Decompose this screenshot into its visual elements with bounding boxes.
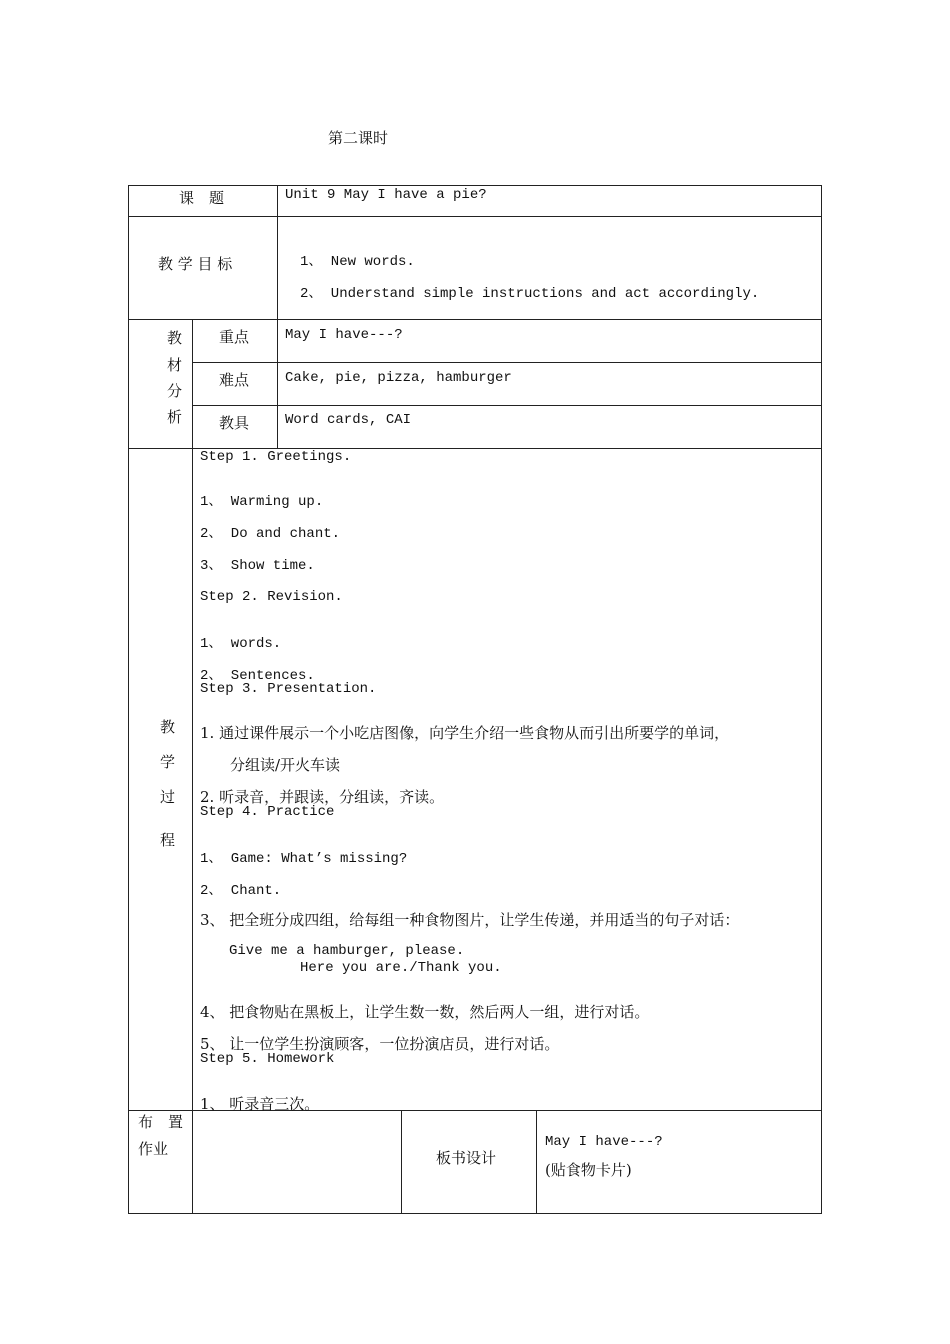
homework-label: 布 置 — [138, 1113, 184, 1131]
topic-label: 课 题 — [179, 189, 225, 207]
process-line: 1、 听录音三次。 — [200, 1095, 320, 1113]
analysis-label-char: 分 — [167, 382, 183, 400]
column-divider — [192, 448, 193, 1214]
row-divider — [192, 362, 822, 363]
process-line: Give me a hamburger, please. — [229, 943, 465, 959]
process-line: 2、 Do and chant. — [200, 526, 341, 542]
goal-item: 2、 Understand simple instructions and act accordingly. — [300, 286, 760, 302]
process-line: 分组读/开火车读 — [230, 756, 341, 774]
process-line: 2、 Chant. — [200, 883, 282, 899]
process-line: 1. 通过课件展示一个小吃店图像，向学生介绍一些食物从而引出所要学的单词， — [200, 724, 730, 742]
analysis-label-char: 材 — [167, 356, 183, 374]
process-line: 1、 words. — [200, 636, 282, 652]
board-design-label: 板书设计 — [436, 1149, 497, 1167]
process-label-char: 学 — [160, 753, 176, 771]
process-line: 3、 Show time. — [200, 558, 315, 574]
board-design-line: (贴食物卡片) — [545, 1161, 632, 1179]
step-heading: Step 1. Greetings. — [200, 449, 352, 465]
analysis-label-char: 教 — [167, 329, 183, 347]
process-line: 5、 让一位学生扮演顾客，一位扮演店员，进行对话。 — [200, 1035, 560, 1053]
teaching-aids-label: 教具 — [219, 414, 250, 432]
difficulty-value: Cake, pie, pizza, hamburger — [285, 370, 512, 386]
column-divider — [277, 319, 278, 448]
homework-label-line2: 作业 — [138, 1140, 169, 1158]
board-design-line: May I have---? — [545, 1134, 663, 1150]
row-divider — [192, 405, 822, 406]
page-title: 第二课时 — [328, 129, 389, 147]
analysis-label-char: 析 — [167, 408, 183, 426]
step-heading: Step 4. Practice — [200, 804, 335, 820]
step-heading: Step 5. Homework — [200, 1051, 335, 1067]
difficulty-label: 难点 — [219, 371, 250, 389]
step-heading: Step 2. Revision. — [200, 589, 343, 605]
row-divider — [128, 216, 822, 217]
row-divider — [128, 319, 822, 320]
column-divider — [277, 185, 278, 319]
process-label-char: 教 — [160, 718, 176, 736]
goal-item: 1、 New words. — [300, 254, 415, 270]
column-divider — [536, 1110, 537, 1214]
step-heading: Step 3. Presentation. — [200, 681, 377, 697]
goals-label: 教 学 目 标 — [158, 255, 233, 273]
process-line: 1、 Game: What’s missing? — [200, 851, 408, 867]
process-label-char: 程 — [160, 831, 176, 849]
process-line: 2、 Sentences. — [200, 668, 315, 684]
process-line: 2. 听录音，并跟读，分组读，齐读。 — [200, 788, 445, 806]
column-divider — [192, 319, 193, 448]
key-point-label: 重点 — [219, 328, 250, 346]
topic-value: Unit 9 May I have a pie? — [285, 187, 487, 203]
process-line: 4、 把食物贴在黑板上，让学生数一数，然后两人一组，进行对话。 — [200, 1003, 650, 1021]
teaching-aids-value: Word cards, CAI — [285, 412, 412, 428]
key-point-value: May I have---? — [285, 327, 403, 343]
column-divider — [401, 1110, 402, 1214]
process-line: 3、 把全班分成四组，给每组一种食物图片，让学生传递，并用适当的句子对话： — [200, 911, 740, 929]
process-line: 1、 Warming up. — [200, 494, 324, 510]
process-label-char: 过 — [160, 788, 176, 806]
process-line: Here you are./Thank you. — [300, 960, 502, 976]
